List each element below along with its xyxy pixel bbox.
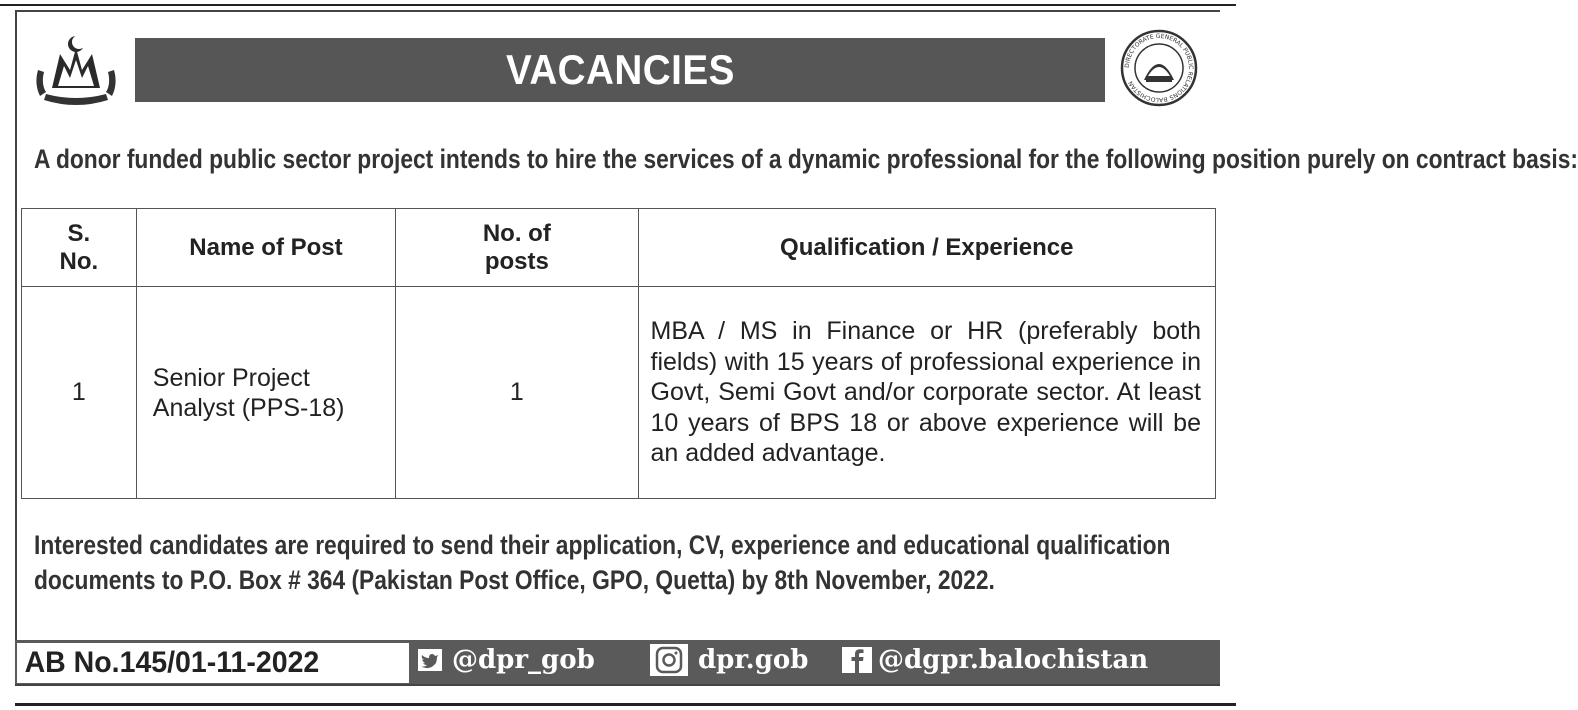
instagram-icon [650,644,688,676]
table-row [22,287,1216,499]
page-title: VACANCIES [505,46,735,93]
government-emblem-logo [30,30,122,106]
instagram-handle: dpr.gob [698,645,809,675]
bottom-rule [15,703,1236,706]
ad-number-box [17,643,409,683]
intro-paragraph: A donor funded public sector project intends to hire the services of a dynamic professional for the following position purely on contract basis: [34,144,1578,174]
header-sno: S. No. [22,209,137,287]
dgpr-seal-logo [1116,28,1202,108]
facebook-handle-group[interactable] [842,640,1148,680]
cell-qualification: MBA / MS in Finance or HR (preferably both fields) with 15 years of professional experience in Govt, Semi Govt and/or corporate sector. At least 10 years of BPS 18 or above experience will be an added advantage. [638,287,1215,499]
twitter-handle-group[interactable] [418,640,595,680]
svg-text:~~~~~: ~~~~~ [65,101,87,107]
seal-ring-text: DIRECTORATE GENERAL PUBLIC RELATIONS BALOCHISTAN [1123,32,1195,104]
ad-number: AB No.145/01-11-2022 [24,646,320,679]
header-name-of-post: Name of Post [136,209,395,287]
header-qualification: Qualification / Experience [638,209,1215,287]
twitter-icon [418,649,442,671]
instagram-handle-group[interactable] [650,640,808,680]
facebook-handle: @dgpr.balochistan [878,645,1149,675]
post-name-line-2: Analyst (PPS-18) [152,393,345,422]
header-no-of-posts: No. of posts [396,209,638,287]
post-name-line-1: Senior Project [152,363,310,392]
closing-paragraph: Interested candidates are required to send their application, CV, experience and educational qualification documents to P.O. Box # 364 (Pakistan Post Office, GPO, Quetta) by 8th November, 2022. [34,530,1171,595]
facebook-icon [842,647,872,673]
cell-sno: 1 [22,287,137,499]
table-header-row [22,209,1216,287]
top-rule [0,4,1236,6]
vacancy-table [21,208,1216,499]
cell-no-of-posts: 1 [396,287,638,499]
twitter-handle: @dpr_gob [452,645,595,675]
title-banner [135,38,1105,102]
cell-post-name [136,287,395,499]
